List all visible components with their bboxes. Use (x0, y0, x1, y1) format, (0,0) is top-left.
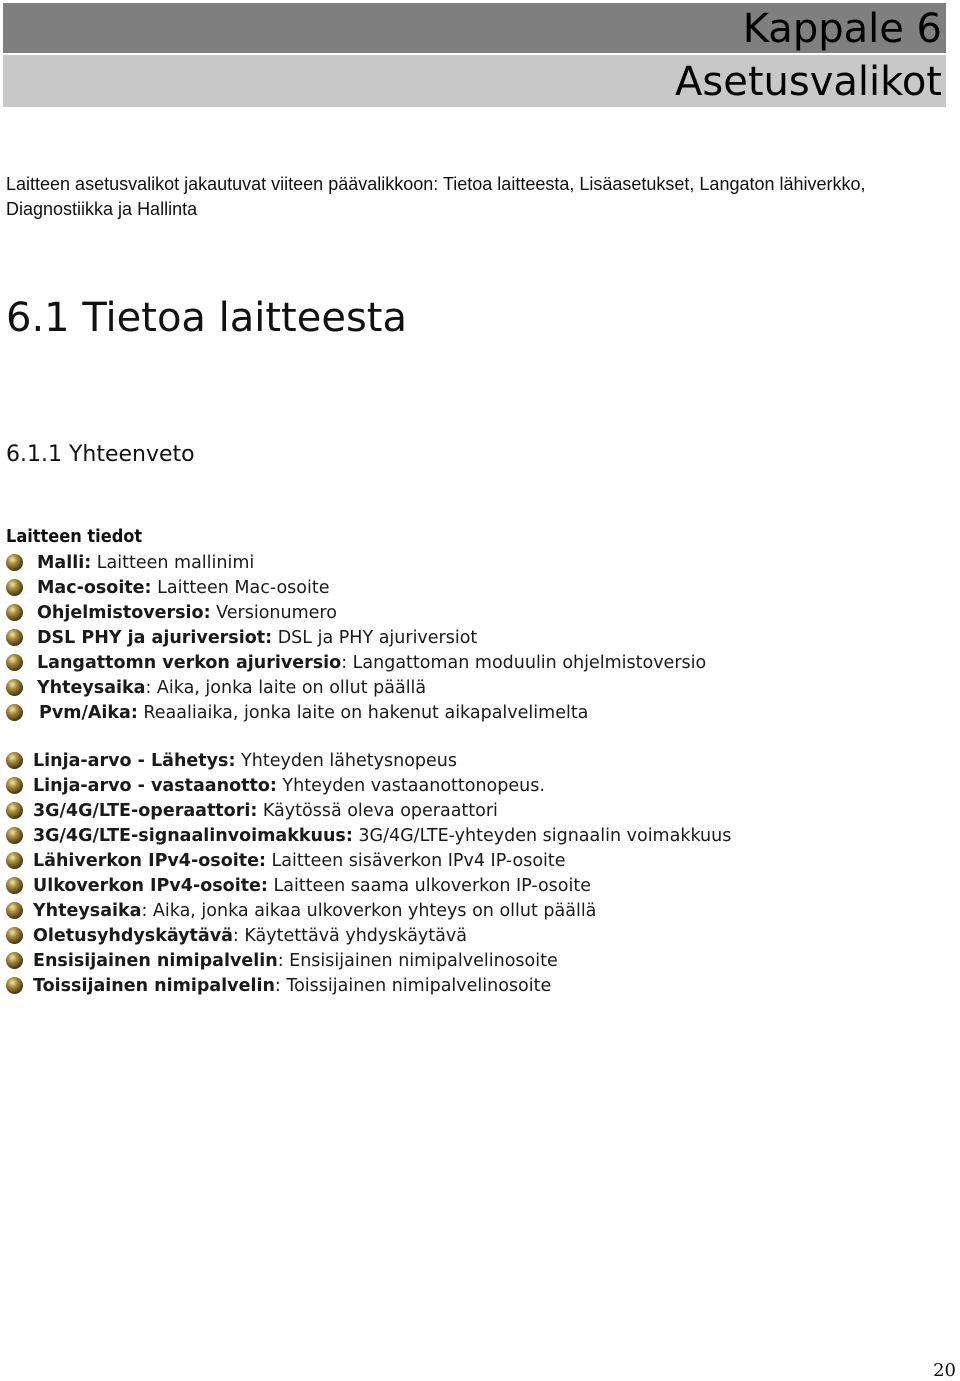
list-item: 3G/4G/LTE-signaalinvoimakkuus: 3G/4G/LTE-yhteyden signaalin voimakkuus (6, 823, 956, 848)
list-item: Ulkoverkon IPv4-osoite: Laitteen saama ulkoverkon IP-osoite (6, 873, 956, 898)
list-item: DSL PHY ja ajuriversiot: DSL ja PHY ajuriversiot (6, 625, 956, 650)
subsection-title: 6.1.1 Yhteenveto (6, 442, 195, 467)
bullet-icon (6, 902, 23, 919)
device-info-list (6, 550, 956, 725)
chapter-title: Asetusvalikot (675, 59, 942, 105)
bullet-icon (6, 604, 23, 621)
list-item: Toissijainen nimipalvelin: Toissijainen nimipalvelinosoite (6, 973, 956, 998)
list-item: Mac-osoite: Laitteen Mac-osoite (6, 575, 956, 600)
bullet-icon (6, 679, 23, 696)
page-number: 20 (933, 1360, 956, 1381)
bullet-icon (6, 827, 23, 844)
bullet-icon (6, 927, 23, 944)
list-item: Yhteysaika: Aika, jonka aikaa ulkoverkon yhteys on ollut päällä (6, 898, 956, 923)
connection-info-list (6, 748, 956, 998)
bullet-icon (6, 554, 23, 571)
intro-paragraph: Laitteen asetusvalikot jakautuvat viiteen päävalikkoon: Tietoa laitteesta, Lisäasetukset, Langaton lähiverkko, Diagnostiikka ja Hallinta (6, 174, 866, 219)
list-item: Ensisijainen nimipalvelin: Ensisijainen nimipalvelinosoite (6, 948, 956, 973)
bullet-icon (6, 802, 23, 819)
chapter-number: Kappale 6 (742, 6, 942, 52)
bullet-icon (6, 752, 23, 769)
list-item: Yhteysaika: Aika, jonka laite on ollut päällä (6, 675, 956, 700)
list-item: Pvm/Aika: Reaaliaika, jonka laite on hakenut aikapalvelimelta (6, 700, 956, 725)
bullet-icon (6, 777, 23, 794)
device-info-heading: Laitteen tiedot (6, 526, 143, 547)
bullet-icon (6, 654, 23, 671)
bullet-icon (6, 877, 23, 894)
list-item: Oletusyhdyskäytävä: Käytettävä yhdyskäytävä (6, 923, 956, 948)
list-item: Malli: Laitteen mallinimi (6, 550, 956, 575)
list-item: 3G/4G/LTE-operaattori: Käytössä oleva operaattori (6, 798, 956, 823)
list-item: Lähiverkon IPv4-osoite: Laitteen sisäverkon IPv4 IP-osoite (6, 848, 956, 873)
list-item: Linja-arvo - vastaanotto: Yhteyden vastaanottonopeus. (6, 773, 956, 798)
section-title: 6.1 Tietoa laitteesta (6, 295, 407, 341)
bullet-icon (6, 952, 23, 969)
list-item: Langattomn verkon ajuriversio: Langattoman moduulin ohjelmistoversio (6, 650, 956, 675)
bullet-icon (6, 852, 23, 869)
bullet-icon (6, 629, 23, 646)
bullet-icon (6, 579, 23, 596)
bullet-icon (6, 704, 23, 721)
list-item: Linja-arvo - Lähetys: Yhteyden lähetysnopeus (6, 748, 956, 773)
bullet-icon (6, 977, 23, 994)
list-item: Ohjelmistoversio: Versionumero (6, 600, 956, 625)
